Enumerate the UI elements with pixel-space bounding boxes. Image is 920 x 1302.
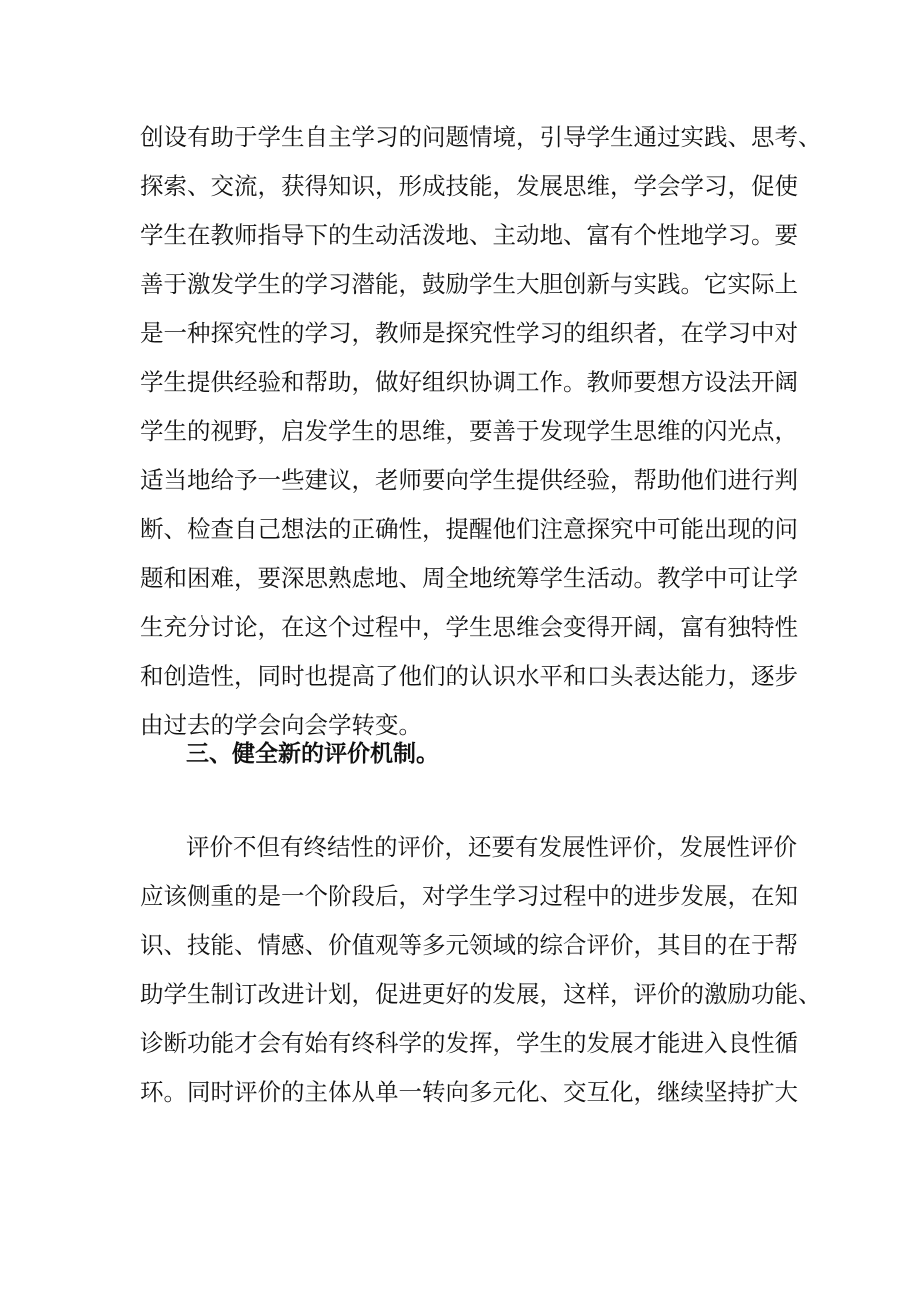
paragraph-line: 应该侧重的是一个阶段后，对学生学习过程中的进步发展，在知 bbox=[140, 882, 798, 910]
paragraph-line: 善于激发学生的学习潜能，鼓励学生大胆创新与实践。它实际上 bbox=[140, 270, 798, 298]
paragraph-line: 是一种探究性的学习，教师是探究性学习的组织者，在学习中对 bbox=[140, 319, 798, 347]
paragraph-line: 学生的视野，启发学生的思维，要善于发现学生思维的闪光点， bbox=[140, 417, 798, 445]
paragraph-line: 断、检查自己想法的正确性，提醒他们注意探究中可能出现的问 bbox=[140, 515, 798, 543]
paragraph-line: 助学生制订改进计划，促进更好的发展，这样，评价的激励功能、 bbox=[140, 980, 822, 1008]
paragraph-line: 题和困难，要深思熟虑地、周全地统筹学生活动。教学中可让学 bbox=[140, 564, 798, 592]
paragraph-line: 探索、交流，获得知识，形成技能，发展思维，学会学习，促使 bbox=[140, 172, 798, 200]
section-heading: 三、健全新的评价机制。 bbox=[186, 741, 439, 767]
paragraph-line: 评价不但有终结性的评价，还要有发展性评价，发展性评价 bbox=[186, 833, 797, 861]
paragraph-line: 生充分讨论，在这个过程中，学生思维会变得开阔，富有独特性 bbox=[140, 613, 798, 641]
paragraph-line: 学生在教师指导下的生动活泼地、主动地、富有个性地学习。要 bbox=[140, 221, 798, 249]
paragraph-line: 学生提供经验和帮助，做好组织协调工作。教师要想方设法开阔 bbox=[140, 368, 798, 396]
paragraph-line: 和创造性，同时也提高了他们的认识水平和口头表达能力，逐步 bbox=[140, 662, 798, 690]
paragraph-line: 环。同时评价的主体从单一转向多元化、交互化，继续坚持扩大 bbox=[140, 1078, 798, 1106]
paragraph-line: 由过去的学会向会学转变。 bbox=[140, 711, 422, 739]
paragraph-line: 创设有助于学生自主学习的问题情境，引导学生通过实践、思考、 bbox=[140, 123, 822, 151]
paragraph-line: 诊断功能才会有始有终科学的发挥，学生的发展才能进入良性循 bbox=[140, 1029, 798, 1057]
paragraph-line: 识、技能、情感、价值观等多元领域的综合评价，其目的在于帮 bbox=[140, 931, 798, 959]
paragraph-line: 适当地给予一些建议，老师要向学生提供经验，帮助他们进行判 bbox=[140, 466, 798, 494]
